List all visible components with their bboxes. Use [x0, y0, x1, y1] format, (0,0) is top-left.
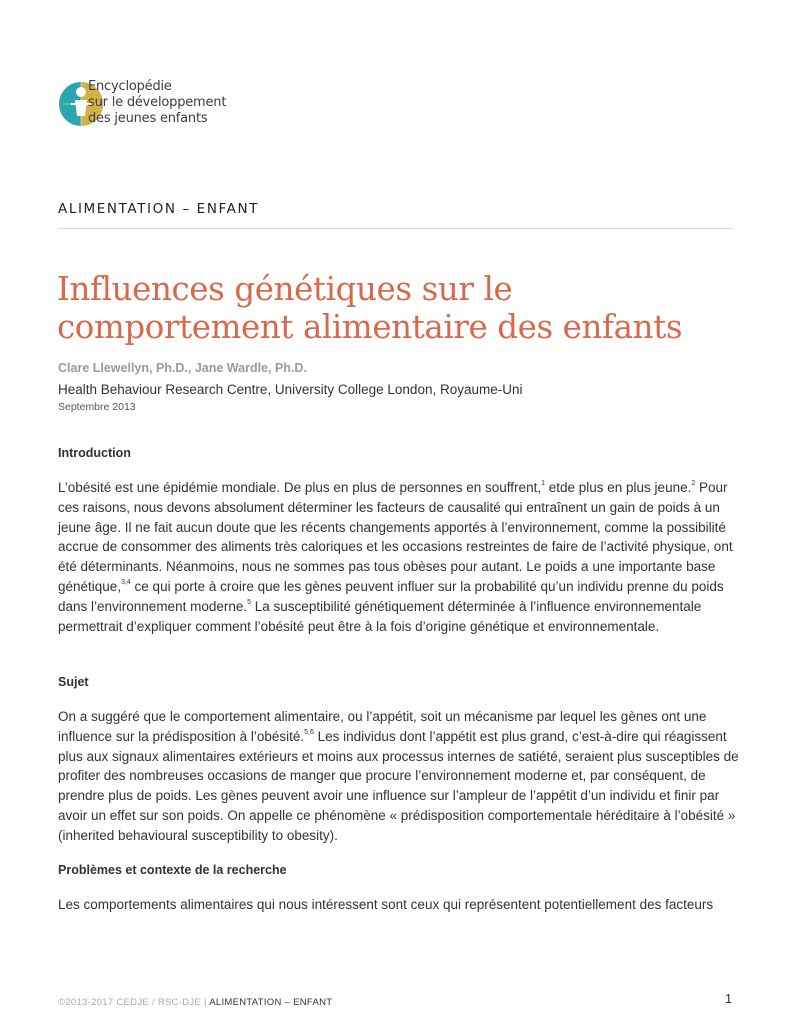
logo-line-3: des jeunes enfants	[88, 111, 208, 126]
logo-line-1: Encyclopédie	[88, 79, 172, 94]
footnote-ref[interactable]: 5	[247, 598, 252, 606]
footnote-ref[interactable]: 1	[541, 480, 545, 487]
footnote-ref[interactable]: 5,6	[304, 728, 314, 736]
logo-line-2: sur le développement	[88, 95, 227, 110]
footnote-ref[interactable]: 3,4	[121, 578, 131, 586]
section-heading-subject: Sujet	[58, 675, 89, 689]
problems-paragraph: Les comportements alimentaires qui nous intéressent sont ceux qui représentent potentiellement des facteurs	[58, 897, 714, 912]
subject-paragraph: On a suggéré que le comportement alimentaire, ou l’appétit, soit un mécanisme par lequel les gènes ont une influence sur la prédisposition à l’obésité.$^{5,6}$ Les individus dont l’appétit est plus grand, c’est-à-dire qui réagissent plus aux signaux alimentaires extérieurs et moins aux processus internes de satiété, seraient plus susceptibles de profiter des nombreuses occasions de manger que procure l’environnement moderne et, par conséquent, de prendre plus de poids. Les gènes peuvent avoir une influence sur l’ampleur de l’appétit d’un individu et finir par avoir un effet sur son poids. On appelle ce phénomène « prédisposition comportementale héréditaire à l’obésité » (inherited behavioural susceptibility to obesity).	[58, 709, 739, 843]
footer-category: ALIMENTATION – ENFANT	[209, 997, 333, 1008]
category-label: ALIMENTATION – ENFANT	[58, 201, 260, 217]
article-affiliation: Health Behaviour Research Centre, University College London, Royaume-Uni	[58, 382, 523, 397]
footer-copyright: ©2013-2017 CEDJE / RSC-DJE |	[58, 997, 210, 1008]
section-heading-problems: Problèmes et contexte de la recherche	[58, 863, 287, 877]
introduction-paragraph: L’obésité est une épidémie mondiale. De plus en plus de personnes en souffrent,$^1$ etde plus en plus jeune.$^2$ Pour ces raisons, nous devons absolument déterminer les facteurs de causalité qui entraînent un gain de poids à un jeune âge. Il ne fait aucun doute que les récents changements apportés à l’environnement, comme la possibilité accrue de consommer des aliments très caloriques et les occasions restreintes de faire de l’activité physique, ont été déterminants. Néanmoins, nous ne sommes pas tous obèses pour autant. Le poids a une importante base génétique,$^{3,4}$ ce qui porte à croire que les gènes peuvent influer sur la probabilité qu’un individu prenne du poids dans l’environnement moderne.$^5$ La susceptibilité génétiquement déterminée à l’influence environnementale permettrait d’expliquer comment l’obésité peut être à la fois d’origine génétique et environnementale.	[58, 480, 733, 634]
logo-wordmark	[88, 79, 226, 127]
section-heading-introduction: Introduction	[58, 446, 131, 460]
article-title: Influences génétiques sur le comportement alimentaire des enfants	[57, 270, 683, 346]
article-date: Septembre 2013	[58, 401, 136, 413]
article-authors: Clare Llewellyn, Ph.D., Jane Wardle, Ph.D.	[58, 361, 307, 375]
page-number: 1	[725, 992, 732, 1006]
page-footer	[58, 997, 332, 1008]
footnote-ref[interactable]: 2	[691, 480, 696, 487]
header-divider	[58, 228, 733, 229]
